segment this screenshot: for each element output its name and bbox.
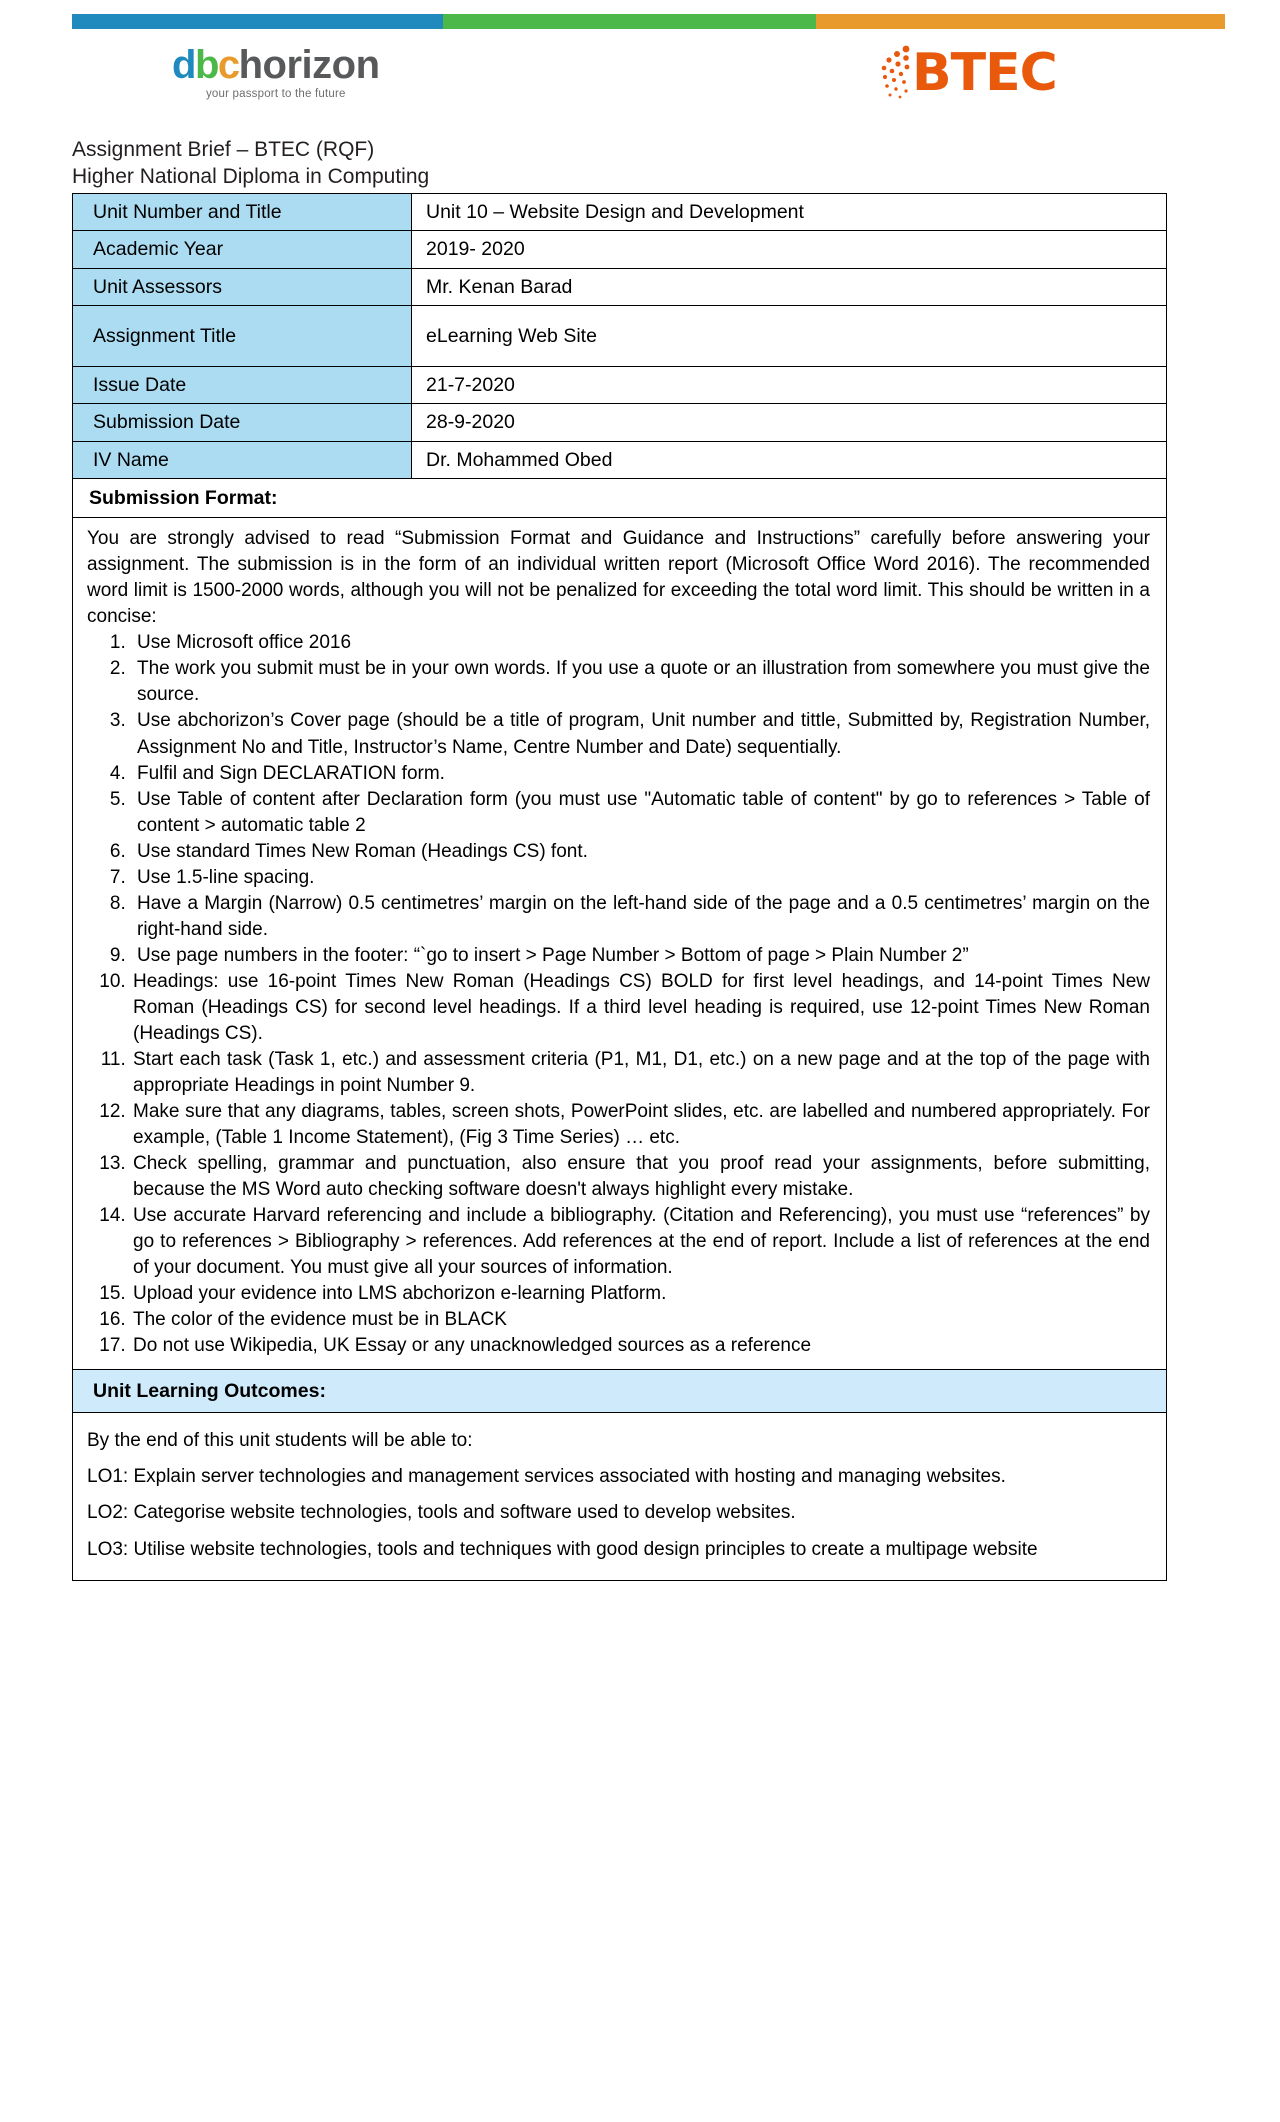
list-item: 8. Have a Margin (Narrow) 0.5 centimetres’ margin on the left-hand side of the page and a 0.5 centimetres’ margin on the right-hand side. xyxy=(131,891,1150,943)
table-row xyxy=(73,479,1167,518)
table-row xyxy=(73,268,1167,305)
row-value-issue-date: 21-7-2020 xyxy=(412,366,1167,403)
assignment-brief-page xyxy=(0,14,1280,2122)
list-item: 16. The color of the evidence must be in BLACK xyxy=(131,1307,1150,1333)
list-item: 13. Check spelling, grammar and punctuation, also ensure that you proof read your assignments, before submitting, because the MS Word auto checking software doesn't always highlight every mistake. xyxy=(131,1151,1150,1203)
btec-logo xyxy=(880,45,1057,101)
doc-title-line-2: Higher National Diploma in Computing xyxy=(72,164,430,188)
brand-bar-blue-segment xyxy=(72,14,443,29)
list-item: 17. Do not use Wikipedia, UK Essay or any unacknowledged sources as a reference xyxy=(131,1333,1150,1359)
submission-format-heading: Submission Format: xyxy=(73,479,1167,518)
list-item: 3. Use abchorizon’s Cover page (should be a title of program, Unit number and tittle, Submitted by, Registration Number, Assignment No and Title, Instructor’s Name, Centre Number and Date) sequentially. xyxy=(131,708,1150,760)
row-value-unit-assessors: Mr. Kenan Barad xyxy=(412,268,1167,305)
row-label-assignment-title: Assignment Title xyxy=(73,305,412,366)
learning-outcome-lo1: LO1: Explain server technologies and management services associated with hosting and managing websites. xyxy=(87,1466,1006,1488)
table-row xyxy=(73,231,1167,268)
list-item: 15. Upload your evidence into LMS abchorizon e-learning Platform. xyxy=(131,1281,1150,1307)
table-row xyxy=(73,193,1167,230)
table-row xyxy=(73,1369,1167,1412)
logo-letter-d: d xyxy=(172,43,195,87)
list-item: 14. Use accurate Harvard referencing and include a bibliography. (Citation and Referencing), you must use “references” by go to references > Bibliography > references. Add references at the end of report. Include a list of references at the end of your document. You must give all your sources of information. xyxy=(131,1203,1150,1281)
document-title-block xyxy=(72,137,1280,191)
table-row xyxy=(73,1413,1167,1580)
table-row xyxy=(73,305,1167,366)
table-row xyxy=(73,366,1167,403)
row-label-issue-date: Issue Date xyxy=(73,366,412,403)
brand-bar-green-segment xyxy=(443,14,815,29)
learning-outcome-lo2: LO2: Categorise website technologies, tools and software used to develop websites. xyxy=(87,1502,796,1524)
document-header xyxy=(0,39,1280,131)
list-item: 5. Use Table of content after Declaration form (you must use "Automatic table of content" by go to references > Table of content > automatic table 2 xyxy=(131,787,1150,839)
row-value-submission-date: 28-9-2020 xyxy=(412,404,1167,441)
row-value-iv-name: Dr. Mohammed Obed xyxy=(412,441,1167,478)
row-label-unit-assessors: Unit Assessors xyxy=(73,268,412,305)
abchorizon-logo xyxy=(172,45,380,101)
list-item: 11. Start each task (Task 1, etc.) and assessment criteria (P1, M1, D1, etc.) on a new page and at the top of the page with appropriate Headings in point Number 9. xyxy=(131,1047,1150,1099)
abchorizon-logo-wordmark xyxy=(172,45,380,85)
assignment-info-table xyxy=(72,193,1167,1581)
row-value-academic-year: 2019- 2020 xyxy=(412,231,1167,268)
abchorizon-logo-tagline: your passport to the future xyxy=(205,88,346,100)
list-item: 9. Use page numbers in the footer: “`go to insert > Page Number > Bottom of page > Plain Number 2” xyxy=(131,943,1150,969)
table-row xyxy=(73,518,1167,1370)
submission-format-intro: You are strongly advised to read “Submission Format and Guidance and Instructions” carefully before answering your assignment. The submission is in the form of an individual written report (Microsoft Office Word 2016). The recommended word limit is 1500-2000 words, although you will not be penalized for exceeding the total word limit. This should be written in a concise: xyxy=(87,528,1150,628)
row-value-unit-number-and-title: Unit 10 – Website Design and Development xyxy=(412,193,1167,230)
learning-outcomes-body xyxy=(73,1413,1167,1580)
list-item: 6. Use standard Times New Roman (Headings CS) font. xyxy=(131,839,1150,865)
logo-word-horizon: horizon xyxy=(238,43,380,87)
submission-format-rule-list xyxy=(87,630,1150,1358)
row-label-academic-year: Academic Year xyxy=(73,231,412,268)
logo-letter-c: c xyxy=(217,43,239,87)
list-item: 12. Make sure that any diagrams, tables, screen shots, PowerPoint slides, etc. are labelled and numbered appropriately. For example, (Table 1 Income Statement), (Fig 3 Time Series) … etc. xyxy=(131,1099,1150,1151)
list-item: 10. Headings: use 16-point Times New Roman (Headings CS) BOLD for first level headings, and 14-point Times New Roman (Headings CS) for second level headings. If a third level heading is required, use 12-point Times New Roman (Headings CS). xyxy=(131,969,1150,1047)
btec-logo-wordmark: BTEC xyxy=(912,43,1057,103)
submission-format-body xyxy=(73,518,1167,1370)
brand-bar-orange-segment xyxy=(816,14,1225,29)
table-row xyxy=(73,404,1167,441)
row-label-unit-number-and-title: Unit Number and Title xyxy=(73,193,412,230)
logo-letter-b: b xyxy=(194,43,218,87)
learning-outcomes-heading: Unit Learning Outcomes: xyxy=(73,1369,1167,1412)
row-label-submission-date: Submission Date xyxy=(73,404,412,441)
brand-color-bar xyxy=(72,14,1225,29)
row-label-iv-name: IV Name xyxy=(73,441,412,478)
row-value-assignment-title: eLearning Web Site xyxy=(412,305,1167,366)
list-item: 7. Use 1.5-line spacing. xyxy=(131,865,1150,891)
list-item: 4. Fulfil and Sign DECLARATION form. xyxy=(131,761,1150,787)
doc-title-line-1: Assignment Brief – BTEC (RQF) xyxy=(72,138,375,161)
table-row xyxy=(73,441,1167,478)
learning-outcome-lo3: LO3: Utilise website technologies, tools and techniques with good design principles to create a multipage website xyxy=(87,1538,1038,1560)
btec-dots-icon xyxy=(880,45,914,101)
list-item: 2. The work you submit must be in your own words. If you use a quote or an illustration from somewhere you must give the source. xyxy=(131,656,1150,708)
list-item: 1. Use Microsoft office 2016 xyxy=(131,630,1150,656)
learning-outcomes-intro: By the end of this unit students will be able to: xyxy=(87,1430,473,1452)
